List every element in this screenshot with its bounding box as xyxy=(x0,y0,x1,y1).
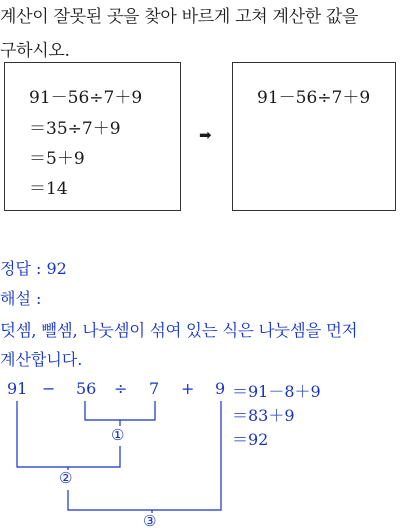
expr-token-divide: ÷ xyxy=(114,379,128,398)
expr-token-56: 56 xyxy=(76,379,97,398)
step-3: ＝92 xyxy=(232,430,269,449)
expr-token-91: 91 xyxy=(7,379,28,398)
marker-3: ③ xyxy=(143,512,157,530)
wrong-line-2: ＝35÷7＋9 xyxy=(29,119,121,139)
step-1: ＝91－8＋9 xyxy=(232,382,321,401)
question-line-2: 구하시오. xyxy=(0,41,70,61)
bracket-2 xyxy=(17,401,120,467)
expr-token-minus: − xyxy=(42,379,56,398)
wrong-line-1: 91－56÷7＋9 xyxy=(29,88,143,108)
wrong-line-3: ＝5＋9 xyxy=(29,149,85,169)
marker-1: ① xyxy=(111,426,125,444)
marker-2: ② xyxy=(59,469,73,487)
answer-box-expression: 91－56÷7＋9 xyxy=(257,88,371,108)
expr-token-plus: + xyxy=(181,379,195,398)
question-line-1: 계산이 잘못된 곳을 찾아 바르게 고쳐 계산한 값을 xyxy=(0,7,359,27)
bracket-1 xyxy=(85,401,155,420)
answer-label: 정답 : 92 xyxy=(0,259,67,278)
bracket-3 xyxy=(68,401,221,510)
wrong-line-4: ＝14 xyxy=(29,179,68,199)
right-arrow-icon: ➡ xyxy=(199,126,212,144)
explanation-line-1: 덧셈, 뺄셈, 나눗셈이 섞여 있는 식은 나눗셈을 먼저 xyxy=(0,321,358,340)
expr-token-9: 9 xyxy=(215,379,226,398)
expr-token-7: 7 xyxy=(149,379,160,398)
explanation-label: 해설 : xyxy=(0,289,42,308)
explanation-line-2: 계산합니다. xyxy=(0,350,83,369)
step-2: ＝83＋9 xyxy=(232,406,295,425)
